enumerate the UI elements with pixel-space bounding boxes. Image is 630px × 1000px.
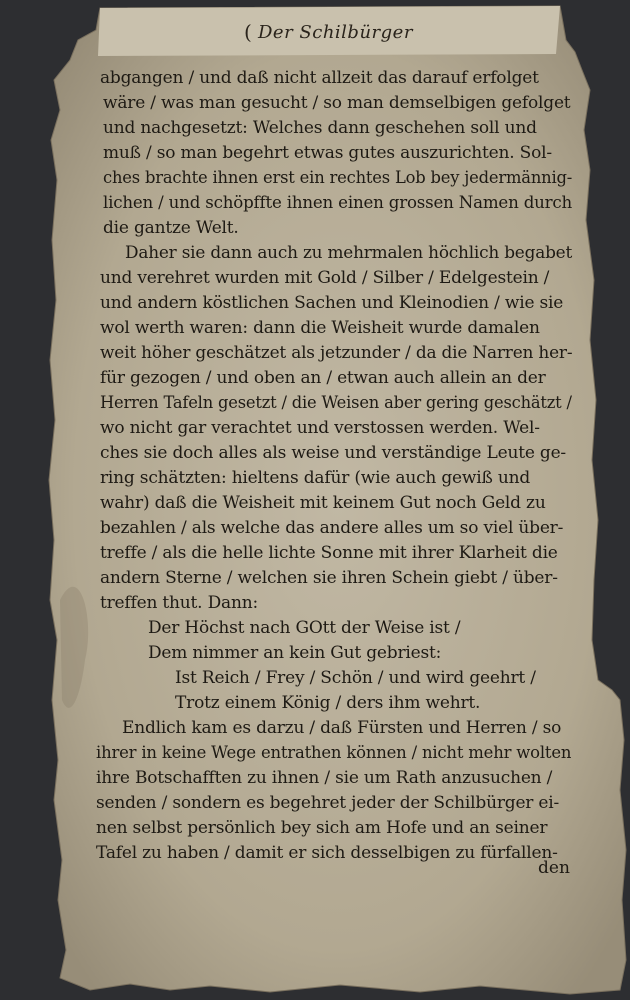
text-line: senden / sondern es begehret jeder der Schilbürger ei- [96, 793, 560, 813]
text-line: muß / so man begehrt etwas gutes auszurichten. Sol- [103, 143, 552, 163]
text-line: andern Sterne / welchen sie ihren Schein giebt / über- [100, 568, 558, 588]
text-line: ihre Botschafften zu ihnen / sie um Rath anzusuchen / [96, 768, 553, 788]
text-line: die gantze Welt. [103, 218, 239, 238]
text-line: nen selbst persönlich bey sich am Hofe und an seiner [96, 818, 548, 838]
text-line: treffen thut. Dann: [100, 593, 258, 613]
text-line: wol werth waren: dann die Weisheit wurde damalen [100, 318, 540, 338]
text-line: wo nicht gar verachtet und verstossen werden. Wel- [100, 418, 540, 438]
paragraph-start-line: Daher sie dann auch zu mehrmalen höchlich begabet [125, 243, 573, 263]
text-line: und verehret wurden mit Gold / Silber / Edelgestein / [100, 268, 550, 288]
header-paren-left: ( [244, 20, 252, 44]
text-line: ring schätzten: hieltens dafür (wie auch gewiß und [100, 468, 531, 488]
text-line: wahr) daß die Weisheit mit keinem Gut noch Geld zu [100, 493, 546, 513]
text-line: lichen / und schöpffte ihnen einen grossen Namen durch [103, 193, 573, 213]
text-line: und andern köstlichen Sachen und Kleinodien / wie sie [100, 293, 564, 313]
text-line: Herren Tafeln gesetzt / die Weisen aber gering geschätzt / [100, 393, 572, 413]
text-line: Tafel zu haben / damit er sich desselbigen zu fürfallen- [96, 843, 558, 863]
text-line: weit höher geschätzet als jetzunder / da die Narren her- [100, 343, 573, 363]
text-line: ches brachte ihnen erst ein rechtes Lob bey jedermännig- [103, 168, 573, 188]
text-line: für gezogen / und oben an / etwan auch allein an der [100, 368, 546, 388]
running-header: Der Schilbürger [258, 22, 413, 43]
text-line: ches sie doch alles als weise und verständige Leute ge- [100, 443, 566, 463]
text-line: treffe / als die helle lichte Sonne mit ihrer Klarheit die [100, 543, 558, 563]
verse-line: Der Höchst nach GOtt der Weise ist / [148, 618, 461, 638]
text-line: und nachgesetzt: Welches dann geschehen soll und [103, 118, 537, 138]
text-line: ihrer in keine Wege entrathen können / nicht mehr wolten [96, 743, 572, 763]
catchword: den [538, 858, 570, 878]
paragraph-start-line: Endlich kam es darzu / daß Fürsten und Herren / so [122, 718, 562, 738]
text-line: wäre / was man gesucht / so man demselbigen gefolget [103, 93, 571, 113]
verse-line: Dem nimmer an kein Gut gebriest: [148, 643, 442, 663]
text-line: bezahlen / als welche das andere alles um so viel über- [100, 518, 564, 538]
verse-line: Ist Reich / Frey / Schön / und wird geehrt / [175, 668, 536, 688]
verse-line: Trotz einem König / ders ihm wehrt. [175, 693, 481, 713]
text-line: abgangen / und daß nicht allzeit das darauf erfolget [100, 68, 539, 88]
